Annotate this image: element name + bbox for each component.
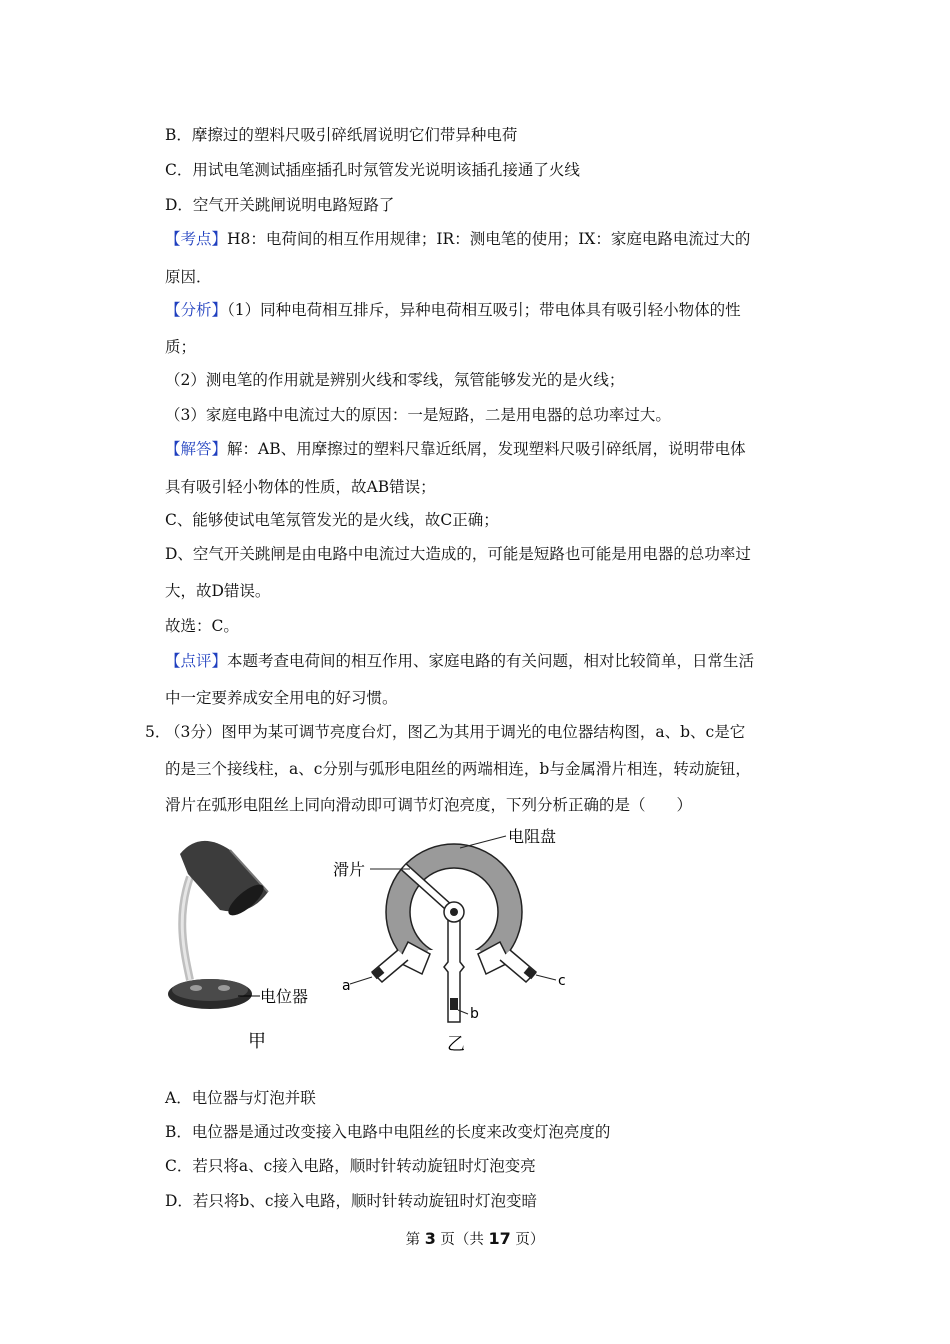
q5-stem-1: （3分）图甲为某可调节亮度台灯，图乙为其用于调光的电位器结构图，a、b、c是它 — [165, 723, 746, 741]
label-jia: 甲 — [248, 1031, 266, 1052]
footer-page-number: 3 — [424, 1229, 436, 1248]
q4-answer: 故选：C。 — [165, 617, 239, 635]
label-slider: 滑片 — [333, 860, 366, 879]
fenxi-tag: 【分析】 — [165, 301, 228, 319]
q4-jieda-cont: 具有吸引轻小物体的性质，故AB错误； — [165, 478, 436, 496]
q4-kaodian-cont: 原因． — [165, 268, 212, 286]
label-potentiometer: 电位器 — [260, 987, 309, 1006]
page-footer — [0, 1228, 950, 1249]
label-yi: 乙 — [447, 1034, 465, 1055]
q5-option-d: D．若只将b、c接入电路，顺时针转动旋钮时灯泡变暗 — [165, 1192, 538, 1210]
desk-lamp-illustration — [168, 841, 268, 1009]
footer-middle: 页（共 — [435, 1232, 489, 1248]
q4-jieda-c: C、能够使试电笔氖管发光的是火线，故C正确； — [165, 511, 499, 529]
q4-option-d: D．空气开关跳闸说明电路短路了 — [165, 196, 395, 214]
q5-figure — [160, 822, 600, 1062]
q4-jieda-d: D、空气开关跳闸是由电路中电流过大造成的，可能是短路也可能是用电器的总功率过 — [165, 545, 751, 563]
q4-fenxi — [165, 299, 741, 321]
dianping-text: 本题考查电荷间的相互作用、家庭电路的有关问题，相对比较简单，日常生活 — [227, 652, 755, 670]
q5-stem-2: 的是三个接线柱，a、c分别与弧形电阻丝的两端相连，b与金属滑片相连，转动旋钮， — [165, 760, 751, 778]
q4-jieda — [165, 438, 746, 460]
footer-prefix: 第 — [405, 1232, 425, 1248]
q4-option-c: C．用试电笔测试插座插孔时氖管发光说明该插孔接通了火线 — [165, 161, 580, 179]
q4-fenxi-point-3: （3）家庭电路中电流过大的原因：一是短路，二是用电器的总功率过大。 — [165, 406, 671, 424]
q5-option-c: C．若只将a、c接入电路，顺时针转动旋钮时灯泡变亮 — [165, 1157, 536, 1175]
jieda-text: 解：AB、用摩擦过的塑料尺靠近纸屑，发现塑料尺吸引碎纸屑，说明带电体 — [227, 440, 746, 458]
q5-option-b: B．电位器是通过改变接入电路中电阻丝的长度来改变灯泡亮度的 — [165, 1123, 611, 1141]
label-terminal-c: c — [558, 973, 566, 989]
q4-dianping — [165, 650, 754, 672]
jieda-tag: 【解答】 — [165, 440, 228, 458]
label-terminal-a: a — [342, 978, 351, 994]
q4-kaodian — [165, 228, 750, 250]
kaodian-text: H8：电荷间的相互作用规律；IR：测电笔的使用；IX：家庭电路电流过大的 — [227, 230, 751, 248]
fenxi-text: （1）同种电荷相互排斥，异种电荷相互吸引；带电体具有吸引轻小物体的性 — [227, 301, 741, 319]
q5-number: 5． — [145, 723, 171, 741]
label-terminal-b: b — [470, 1006, 479, 1022]
label-resistance-disk: 电阻盘 — [508, 827, 557, 846]
q4-jieda-d-cont: 大，故D错误。 — [165, 582, 271, 600]
q4-dianping-cont: 中一定要养成安全用电的好习惯。 — [165, 689, 398, 707]
q5-option-a: A．电位器与灯泡并联 — [165, 1089, 316, 1107]
potentiometer-diagram — [350, 836, 556, 1022]
q4-option-b: B．摩擦过的塑料尺吸引碎纸屑说明它们带异种电荷 — [165, 126, 518, 144]
dianping-tag: 【点评】 — [165, 652, 228, 670]
kaodian-tag: 【考点】 — [165, 230, 228, 248]
footer-total-pages: 17 — [488, 1229, 511, 1248]
q5-stem-3: 滑片在弧形电阻丝上同向滑动即可调节灯泡亮度，下列分析正确的是（ ） — [165, 796, 693, 814]
footer-suffix: 页） — [510, 1232, 545, 1248]
q4-fenxi-point-2: （2）测电笔的作用就是辨别火线和零线，氖管能够发光的是火线； — [165, 371, 625, 389]
q4-fenxi-cont: 质； — [165, 338, 197, 356]
